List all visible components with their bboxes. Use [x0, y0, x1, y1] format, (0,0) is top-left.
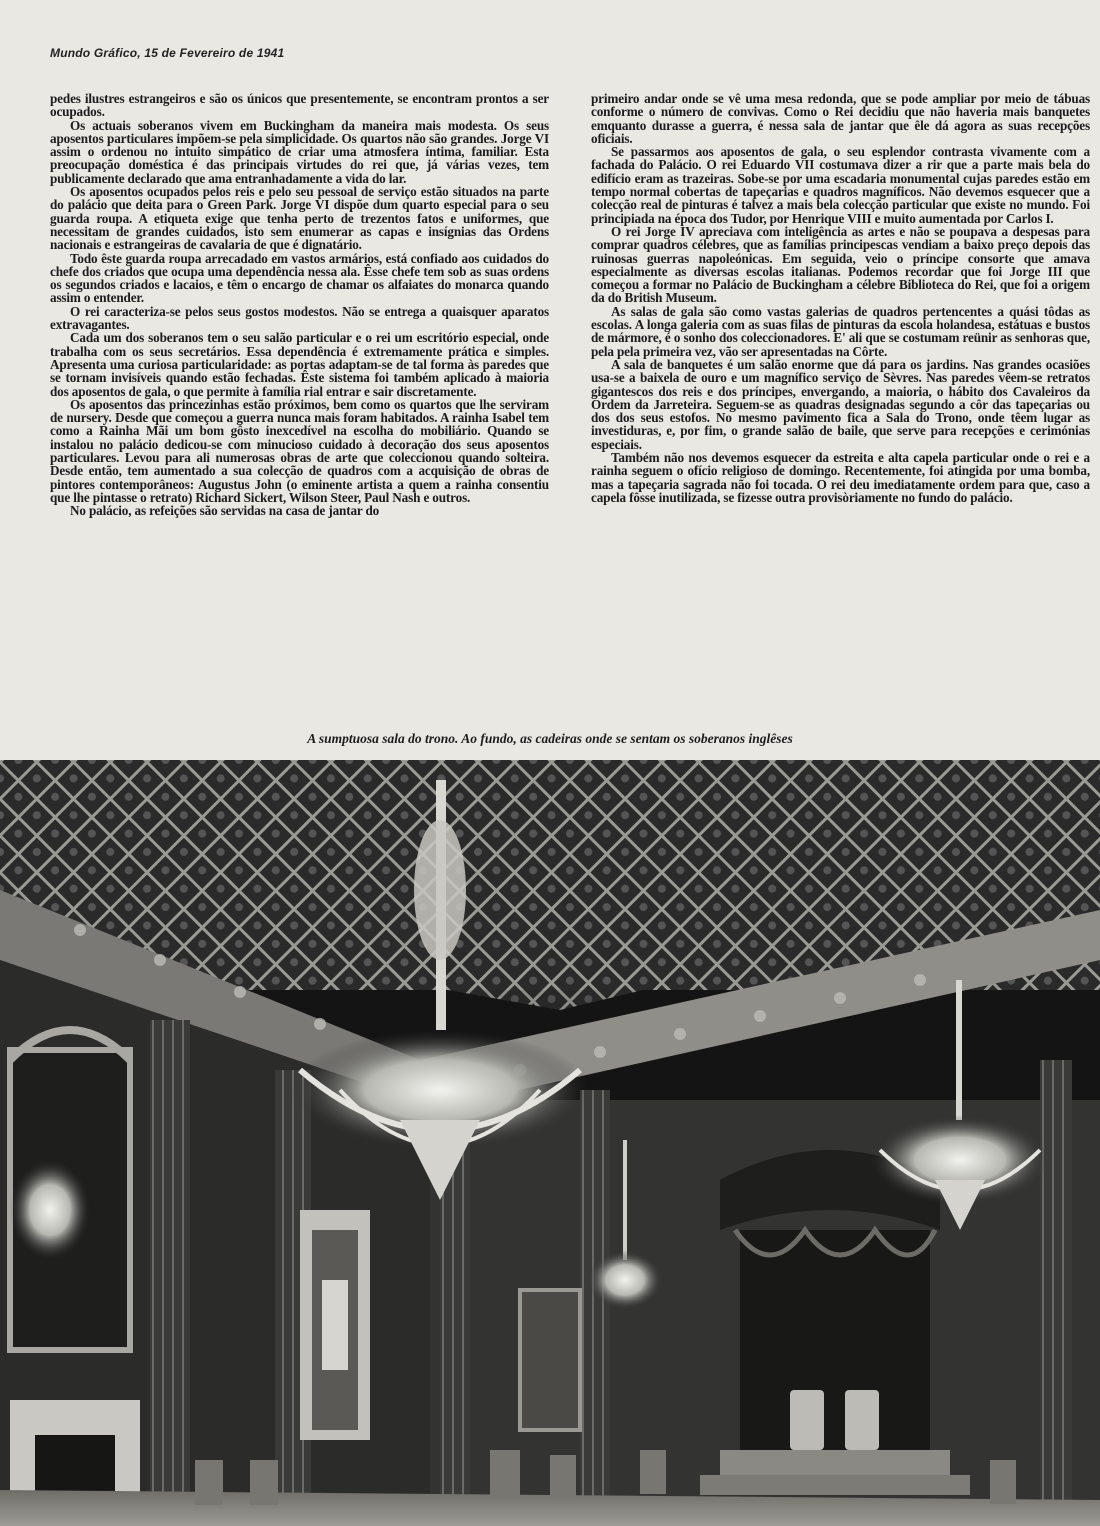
right-column [591, 92, 1090, 712]
paragraph: Os aposentos das princezinhas estão próximos, bem como os quartos que lhe serviram de nursery. Desde que começou a guerra nunca mais foram habitados. A rainha Isabel tem como a Rainha Mãi um bom gôsto inexcedível na escolha do mobiliário. Quando se instalou no palácio dedicou-se com minucioso cuidado à decoração dos seus aposentos particulares. Levou para ali numerosas obras de arte que coleccionou quando solteira. Desde então, tem aumentado a sua colecção de quadros com a acquisição de obras de pintores contemporâneos: Augustus John (o eminente artista a quem a rainha consentiu que lhe pintasse o retrato) Richard Sickert, Wilson Steer, Paul Nash e outros. [50, 396, 549, 505]
paragraph: O rei caracteriza-se pelos seus gostos modestos. Não se entrega a quaisquer aparatos extravagantes. [50, 303, 549, 333]
paragraph: Também não nos devemos esquecer da estreita e alta capela particular onde o rei e a rainha seguem o ofício religioso de domingo. Recentemente, foi atingida por uma bomba, mas a tapeçaria sagrada não foi tocada. O rei deu imediatamente ordem para que, caso a capela fôsse inutilizada, se fizesse outra provisòriamente no fundo do palácio. [591, 450, 1090, 505]
paragraph: Se passarmos aos aposentos de gala, o seu esplendor contrasta vivamente com a fachada do Palácio. O rei Eduardo VII costumava dizer a rir que a parte mais bela do edifício eram as trazeiras. Sobe-se por uma escadaria monumental cujas paredes estão em tempo normal cobertas de tapeçarias e quadros magníficos. Não devemos esquecer que a colecção real de pinturas é talvez a mais bela colecção particular que existe no mundo. Foi principiada na época dos Tudor, por Henrique VIII e muito aumentada por Carlos I. [591, 144, 1090, 226]
masthead: Mundo Gráfico, 15 de Fevereiro de 1941 [50, 46, 285, 60]
paragraph: A sala de banquetes é um salão enorme que dá para os jardins. Nas grandes ocasiões usa-se a baixela de ouro e um magnífico serviço de Sèvres. Nas paredes vêem-se retratos gigantescos dos reis e dos príncipes, envergando, a maioria, o hábito dos Cavaleiros da Ordem da Jarreteira. Seguem-se as quadras designadas segundo a côr das tapeçarias ou dos dos seus estofos. No mesmo pavimento fica a Sala do Trono, onde têem lugar as investiduras, e, por fim, o grande salão de baile, que serve para recepções e cerimónias especiais. [591, 356, 1090, 452]
paragraph: No palácio, as refeições são servidas na casa de jantar do [70, 503, 380, 519]
paragraph: O rei Jorge IV apreciava com inteligência as artes e não se poupava a despesas para comprar quadros célebres, que as famílias principescas vendiam a baixo preço depois das ruinosas guerras napoleónicas. Em seguida, veio o príncipe consorte que amava especialmente as diversas escolas italianas. Podemos recordar que foi Jorge III que começou a formar no Palácio de Buckingham a célebre Biblioteca do Rei, que foi a origem da do British Museum. [591, 223, 1090, 306]
paragraph: Todo êste guarda roupa arrecadado em vastos armários, está confiado aos cuidados do chefe dos criados que ocupa uma dependência nessa ala. Êsse chefe tem sob as suas ordens os segundos criados e lacaios, e têm o encargo de chamar os alfaiates do monarca quando assim o entender. [50, 250, 549, 306]
paragraph: primeiro andar onde se vê uma mesa redonda, que se pode ampliar por meio de tábuas conforme o número de convivas. Como o Rei decidiu que não haveria mais banquetes emquanto durasse a guerra, é nessa sala de jantar que êle dá agora as suas recepções oficiais. [591, 92, 1090, 146]
chandelier-left [10, 1160, 90, 1260]
paragraph: As salas de gala são como vastas galerias de quadros pertencentes a quási tôdas as escolas. A longa galeria com as suas filas de pinturas da escola holandesa, estátuas e bustos de mármore, é o sonho dos coleccionadores. E' ali que se costumam reünir as senhoras que, pela pela primeira vez, vão ser apresentadas na Côrte. [591, 303, 1090, 359]
photo-caption: A sumptuosa sala do trono. Ao fundo, as cadeiras onde se sentam os soberanos inglêses [307, 731, 793, 746]
article-body [50, 92, 1090, 712]
throne-room-photo [0, 760, 1100, 1526]
paragraph: pedes ilustres estrangeiros e são os únicos que presentemente, se encontram prontos a ser ocupados. [50, 92, 549, 120]
left-column [50, 92, 549, 712]
paragraph: Os actuais soberanos vivem em Buckingham da maneira mais modesta. Os seus aposentos particulares impõem-se pela simplicidade. Os quartos não são grandes. Jorge VI assim o ordenou no intuito simpático de criar uma atmosfera íntima, familiar. Esta preocupação doméstica é das principais virtudes do rei que, já várias vezes, tem publicamente declarado que ama entranhadamente a vida do lar. [50, 117, 549, 186]
paragraph: Os aposentos ocupados pelos reis e pelo seu pessoal de serviço estão situados na parte do palácio que deita para o Green Park. Jorge VI dispõe dum quarto especial para o seu guarda roupa. A etiqueta exige que tenha perto de trezentos fatos e uniformes, que necessitam de grandes cuidados, isto sem enumerar as capas e insígnias das Ordens nacionais e estrangeiras de cavalaria de que é dignatário. [50, 184, 549, 253]
paragraph: Cada um dos soberanos tem o seu salão particular e o rei um escritório especial, onde trabalha com os seus secretários. Essa dependência é extremamente prática e simples. Apresenta uma curiosa particularidade: as portas adaptam-se de tal forma às paredes que se tornam invisíveis quando estão fechadas. Êste sistema foi também aplicado à maioria dos aposentos de gala, o que permite à família rial entrar e sair discretamente. [50, 330, 549, 399]
